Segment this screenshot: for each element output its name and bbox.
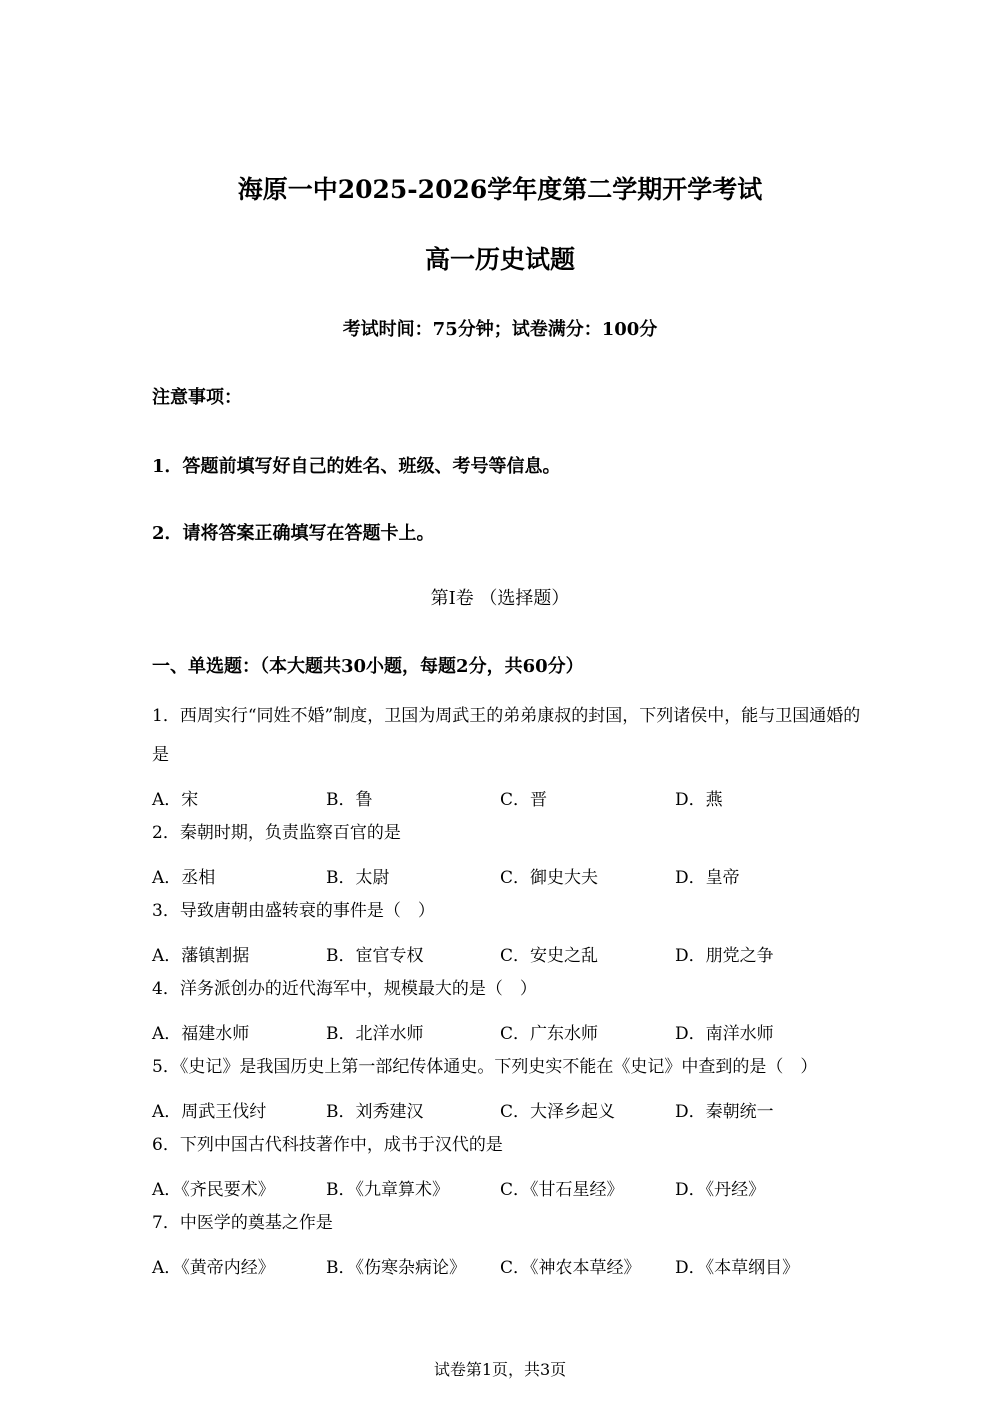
exam-info: 考试时间：75分钟；试卷满分：100分 (342, 319, 658, 340)
option-b: B．《九章算术》 (326, 1180, 449, 1200)
option-a: A．藩镇割据 (152, 946, 250, 966)
exam-subtitle: 高一历史试题 (424, 245, 575, 274)
option-c: C．广东水师 (500, 1024, 599, 1044)
option-b: B．刘秀建汉 (326, 1102, 424, 1122)
exam-title: 海原一中2025-2026学年度第二学期开学考试 (237, 175, 763, 204)
option-b: B．《伤寒杂病论》 (326, 1258, 466, 1278)
option-a: A．《黄帝内经》 (152, 1258, 275, 1278)
option-c: C．安史之乱 (500, 946, 599, 966)
option-a: A．《齐民要术》 (152, 1180, 275, 1200)
option-b: B．宦官专权 (326, 946, 424, 966)
option-d: D．皇帝 (675, 868, 740, 888)
option-a: A．福建水师 (152, 1024, 250, 1044)
question-text: 3．导致唐朝由盛转衰的事件是（ ） (152, 901, 435, 921)
part-heading: 一、单选题：（本大题共30小题，每题2分，共60分） (152, 656, 584, 677)
question-text: 4．洋务派创办的近代海军中，规模最大的是（ ） (152, 979, 537, 999)
question-text: 1．西周实行“同姓不婚”制度，卫国为周武王的弟弟康叔的封国，下列诸侯中，能与卫国通婚的是 (152, 706, 861, 765)
option-d: D．南洋水师 (675, 1024, 774, 1044)
question-text: 5．《史记》是我国历史上第一部纪传体通史。下列史实不能在《史记》中查到的是（ ） (152, 1057, 818, 1077)
question-text: 7．中医学的奠基之作是 (152, 1213, 333, 1233)
question-text: 2．秦朝时期，负责监察百官的是 (152, 823, 401, 843)
page-footer: 试卷第1页，共3页 (433, 1360, 567, 1379)
question-text: 6．下列中国古代科技著作中，成书于汉代的是 (152, 1135, 503, 1155)
option-b: B．北洋水师 (326, 1024, 424, 1044)
option-d: D．《丹经》 (675, 1180, 766, 1200)
option-a: A．周武王伐纣 (152, 1102, 267, 1122)
option-c: C．晋 (500, 790, 548, 810)
option-a: A．丞相 (152, 868, 216, 888)
option-d: D．秦朝统一 (675, 1102, 774, 1122)
option-c: C．大泽乡起义 (500, 1102, 616, 1122)
section-label: 第I卷 （选择题） (430, 588, 570, 609)
option-d: D．燕 (675, 790, 723, 810)
option-a: A．宋 (152, 790, 199, 810)
notice-item: 1．答题前填写好自己的姓名、班级、考号等信息。 (152, 456, 561, 477)
option-c: C．御史大夫 (500, 868, 599, 888)
notice-label: 注意事项： (152, 387, 242, 408)
option-b: B．鲁 (326, 790, 373, 810)
notice-item: 2．请将答案正确填写在答题卡上。 (152, 523, 435, 544)
option-b: B．太尉 (326, 868, 390, 888)
option-d: D．《本草纲目》 (675, 1258, 800, 1278)
option-d: D．朋党之争 (675, 946, 774, 966)
option-c: C．《神农本草经》 (500, 1258, 641, 1278)
option-c: C．《甘石星经》 (500, 1180, 624, 1200)
